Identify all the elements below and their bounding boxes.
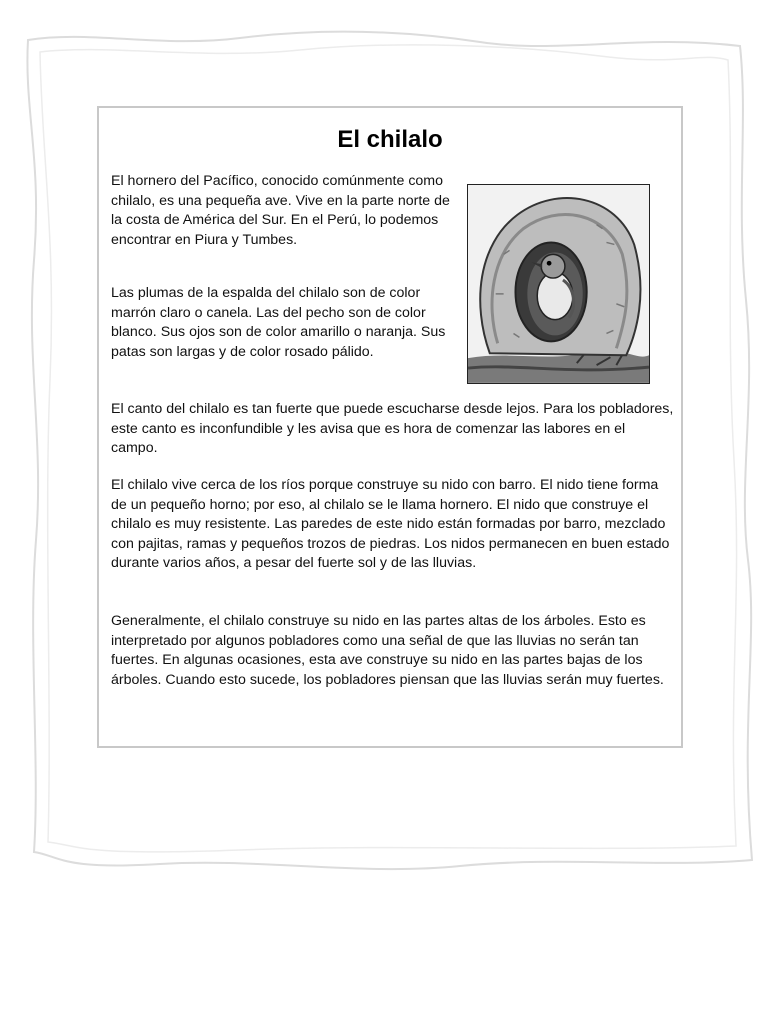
- paragraph-2: Las plumas de la espalda del chilalo son de color marrón claro o canela. Las del pecho son de color blanco. Sus ojos son de color amarillo o naranja. Sus patas son largas y de color rosado pálido.: [111, 285, 446, 360]
- bird-nest-illustration: [467, 184, 650, 384]
- hornero-bird-icon: [468, 185, 649, 383]
- paragraph-3: El canto del chilalo es tan fuerte que puede escucharse desde lejos. Para los pobladores, este canto es inconfundible y les avisa que es hora de comenzar las labores en el campo.: [111, 401, 674, 457]
- paragraph-5: Generalmente, el chilalo construye su nido en las partes altas de los árboles. Esto es interpretado por algunos pobladores como una señal de que las lluvias no serán tan fuertes. En algunas ocasiones, esta ave construye su nido en las partes bajas de los árboles. Cuando esto sucede, los pobladores piensan que las lluvias serán muy fuertes.: [111, 613, 664, 688]
- paragraph-4: El chilalo vive cerca de los ríos porque construye su nido con barro. El nido tiene forma de un pequeño horno; por eso, al chilalo se le llama hornero. El nido que construye el chilalo es muy resistente. Las paredes de este nido están formadas por barro, mezclado con pajitas, ramas y pequeños trozos de piedras. Los nidos permanecen en buen estado durante varios años, a pesar del fuerte sol y de las lluvias.: [111, 477, 670, 572]
- paragraph-1: El hornero del Pacífico, conocido comúnmente como chilalo, es una pequeña ave. Vive en la parte norte de la costa de América del Sur. En el Perú, lo podemos encontrar en Piura y Tumbes.: [111, 173, 450, 248]
- document-sheet: [97, 106, 683, 748]
- document-title: El chilalo: [337, 126, 443, 153]
